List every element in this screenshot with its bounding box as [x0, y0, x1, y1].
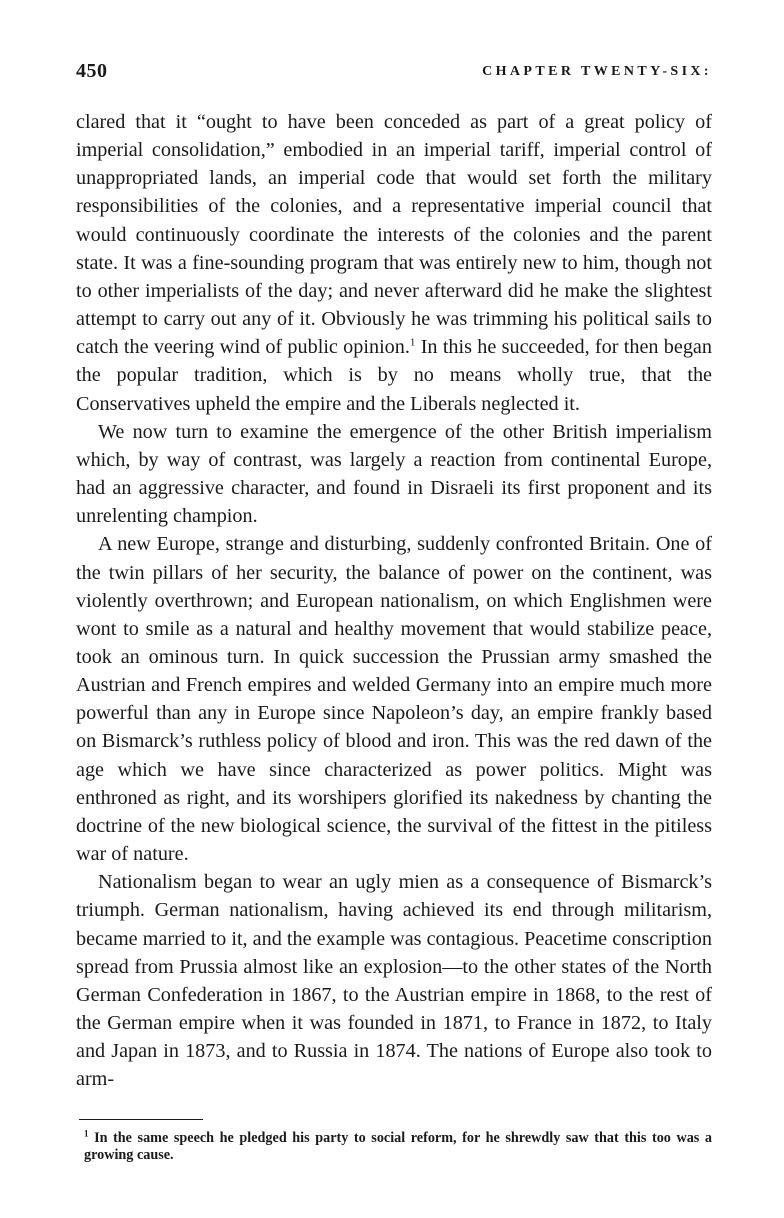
footnote-divider [79, 1119, 203, 1120]
chapter-heading: CHAPTER TWENTY-SIX: [482, 64, 712, 79]
paragraph-continued [76, 108, 712, 418]
page-number: 450 [76, 60, 108, 82]
running-head [76, 60, 712, 86]
footnote [76, 1130, 712, 1164]
footnote-reference: 1 [409, 336, 416, 349]
paragraph: A new Europe, strange and disturbing, suddenly confronted Britain. One of the twin pillars of her security, the balance of power on the continent, was violently overthrown; and European nationalism, on which Englishmen were wont to smile as a natural and healthy movement that would stabilize peace, took an ominous turn. In quick succession the Prussian army smashed the Austrian and French empires and welded Germany into an empire much more powerful than any in Europe since Napoleon’s day, an empire frankly based on Bismarck’s ruthless policy of blood and iron. This was the red dawn of the age which we have since characterized as power politics. Might was enthroned as right, and its worshipers glorified its nakedness by chanting the doctrine of the new biological science, the survival of the fittest in the pitiless war of nature. [76, 533, 712, 866]
footnote-text: In the same speech he pledged his party to social reform, for he shrewdly saw that this too was a growing cause. [84, 1130, 712, 1164]
book-page [76, 60, 712, 1164]
body-text [76, 108, 712, 1093]
paragraph-text: clared that it “ought to have been conceded as part of a great policy of imperial consolidation,” embodied in an imperial tariff, imperial control of unappropriated lands, an imperial code that would set forth the military responsibilities of the colonies, and a representative imperial council that would continuously coordinate the interests of the colonies and the parent state. It was a fine-sounding program that was entirely new to him, though not to other imperialists of the day; and never afterward did he make the slightest attempt to carry out any of it. Obviously he was trimming his political sails to catch the veering wind of public opinion. [76, 111, 712, 359]
paragraph: Nationalism began to wear an ugly mien as a consequence of Bismarck’s triumph. German nationalism, having achieved its end through militarism, became married to it, and the example was contagious. Peacetime conscription spread from Prussia almost like an explosion—to the other states of the North German Confederation in 1867, to the Austrian empire in 1868, to the rest of the German empire when it was founded in 1871, to France in 1872, to Italy and Japan in 1873, and to Russia in 1874. The nations of Europe also took to arm- [76, 871, 712, 1091]
paragraph: We now turn to examine the emergence of the other British imperialism which, by way of contrast, was largely a reaction from continental Europe, had an aggressive character, and found in Disraeli its first proponent and its unrelenting champion. [76, 420, 712, 528]
footnote-marker: 1 [84, 1128, 89, 1139]
paragraph-text-continued: In this he succeeded, for then began the popular tradition, which is by no means wholly true, that the Conservatives upheld the empire and the Liberals neglected it. [76, 336, 712, 415]
